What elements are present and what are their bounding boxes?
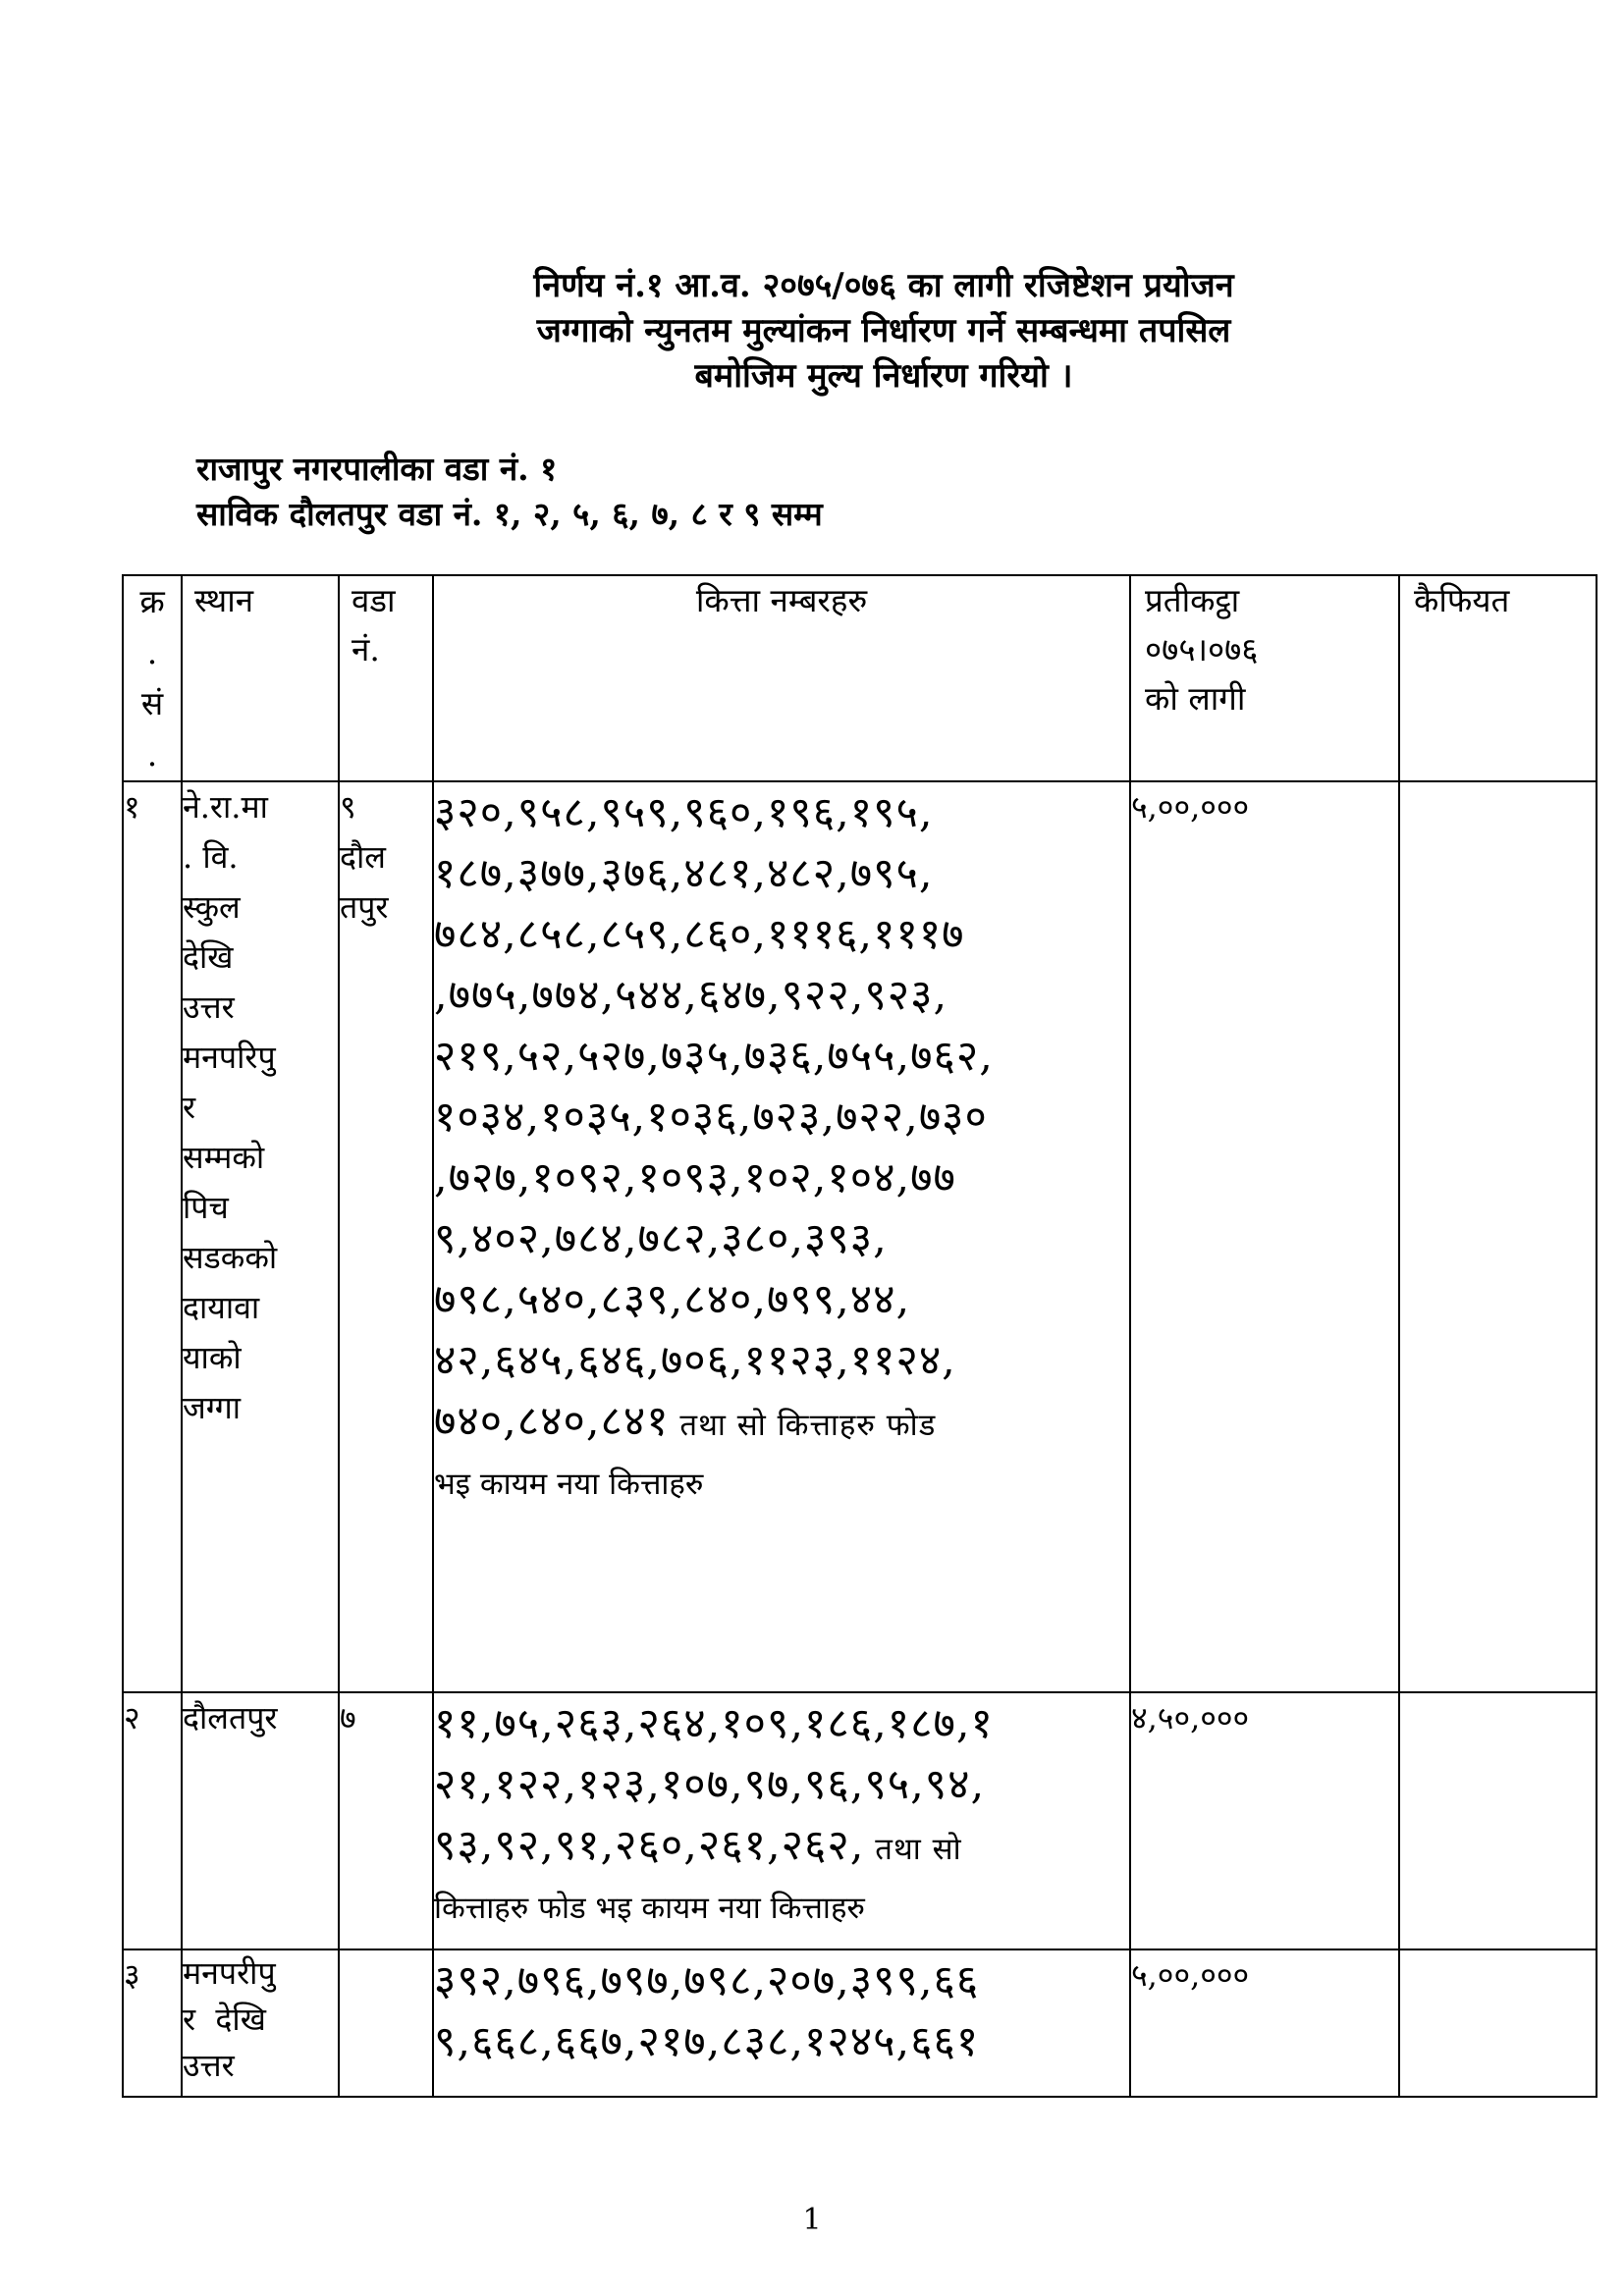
plot-number-line: ९,६६८,६६७,२१७,८३८,१२४५,६६१ [434, 2017, 980, 2066]
header-ward [339, 575, 433, 781]
place-line: उत्तर [183, 2047, 235, 2084]
row-serial: ३ [123, 1949, 182, 2097]
plot-note: तथा सो कित्ताहरु फोड [669, 1408, 937, 1443]
row-plot-numbers [433, 1692, 1130, 1949]
plot-number-line: २१९,५२,५२७,७३५,७३६,७५५,७६२, [434, 1032, 994, 1081]
header-serial-part: . [146, 633, 158, 671]
plot-number-line: २१,१२२,१२३,१०७,९७,९६,९५,९४, [434, 1760, 986, 1809]
row-place [182, 781, 339, 1692]
place-line: सम्मको [183, 1139, 265, 1176]
plot-number-line-with-note [434, 1391, 1129, 1456]
header-plot-numbers: कित्ता नम्बरहरु [433, 575, 1130, 781]
ward-line: ७ [340, 1699, 356, 1736]
plot-number-line-with-note [434, 1815, 1129, 1880]
row-plot-numbers [433, 1949, 1130, 2097]
row-ward [339, 1692, 433, 1949]
plot-number-line: १८७,३७७,३७६,४८१,४८२,७९५, [434, 849, 934, 898]
ward-line: दौल [340, 838, 386, 876]
header-rate-part: प्रतीकट्ठा [1145, 581, 1240, 619]
subheading-former-wards: साविक दौलतपुर वडा नं. १, २, ५, ६, ७, ८ र ९ सम्म [196, 495, 823, 533]
subheading-municipality: राजापुर नगरपालीका वडा नं. १ [196, 450, 558, 488]
header-remarks: कैफियत [1399, 575, 1597, 781]
header-serial-part: सं [140, 684, 164, 722]
plot-numbers-tail: ९३,९२,९१,२६०,२६१,२६२, [434, 1821, 865, 1870]
plot-number-line: ३२०,९५८,९५९,९६०,१९६,१९५, [434, 788, 934, 837]
row-ward [339, 781, 433, 1692]
table-header-row [123, 575, 1597, 781]
header-place: स्थान [182, 575, 339, 781]
plot-number-line: ११,७५,२६३,२६४,१०९,१८६,१८७,१ [434, 1699, 994, 1748]
title-line-1: निर्णय नं.१ आ.व. २०७५/०७६ का लागी रजिष्टेशन प्रयोजन [533, 266, 1234, 305]
plot-number-line: ९,४०२,७८४,७८२,३८०,३९३, [434, 1214, 888, 1263]
plot-note-continued: कित्ताहरु फोड भइ कायम नया कित्ताहरु [434, 1891, 865, 1926]
document-title [412, 263, 1355, 399]
row-serial: १ [123, 781, 182, 1692]
row-remark [1399, 781, 1597, 1692]
place-line: सडकको [183, 1239, 278, 1276]
ward-line: तपुर [340, 888, 389, 926]
plot-number-line: ,७२७,१०९२,१०९३,१०२,१०४,७७ [434, 1153, 956, 1202]
plot-number-line: १०३४,१०३५,१०३६,७२३,७२२,७३० [434, 1093, 988, 1142]
location-subheading [196, 447, 823, 537]
row-plot-numbers [433, 781, 1130, 1692]
row-place [182, 1949, 339, 2097]
place-line: दायावा [183, 1289, 260, 1326]
row-place [182, 1692, 339, 1949]
table-row [123, 1949, 1597, 2097]
place-line: मनपरीपु [183, 1954, 276, 1992]
place-line: देखि [183, 938, 234, 976]
plot-number-line: ,७७५,७७४,५४४,६४७,९२२,९२३, [434, 971, 948, 1020]
row-rate: ५,००,००० [1130, 1949, 1399, 2097]
page-number: 1 [802, 2203, 822, 2237]
row-remark [1399, 1949, 1597, 2097]
place-line: उत्तर [183, 988, 235, 1026]
table-row [123, 1692, 1597, 1949]
plot-number-line: ७९८,५४०,८३९,८४०,७९९,४४, [434, 1275, 911, 1324]
place-line: जग्गा [183, 1389, 242, 1426]
plot-note-continued: भइ कायम नया कित्ताहरु [434, 1467, 704, 1502]
place-line: ने.रा.मा [183, 788, 268, 826]
place-line: र [183, 1089, 196, 1126]
header-ward-part: वडा [352, 581, 396, 619]
title-line-2: जग्गाको न्युनतम मुल्यांकन निर्धारण गर्ने सम्बन्धमा तपसिल [536, 311, 1231, 350]
header-rate-per-kattha [1130, 575, 1399, 781]
header-rate-part: ०७५।०७६ [1145, 630, 1259, 668]
valuation-table [122, 574, 1597, 2098]
header-serial-part: . [146, 735, 158, 774]
header-ward-part: नं. [352, 630, 380, 668]
plot-number-line: ४२,६४५,६४६,७०६,११२३,११२४, [434, 1336, 956, 1385]
row-ward [339, 1949, 433, 2097]
place-line: स्कुल [183, 888, 241, 926]
place-line: याको [183, 1339, 242, 1376]
plot-note: तथा सो [864, 1832, 962, 1867]
row-rate: ५,००,००० [1130, 781, 1399, 1692]
row-remark [1399, 1692, 1597, 1949]
place-line: मनपरिपु [183, 1039, 276, 1076]
row-rate: ४,५०,००० [1130, 1692, 1399, 1949]
header-rate-part: को लागी [1145, 679, 1246, 718]
plot-number-line: ३९२,७९६,७९७,७९८,२०७,३९९,६६ [434, 1956, 980, 2005]
plot-numbers-tail: ७४०,८४०,८४१ [434, 1397, 670, 1446]
table-row [123, 781, 1597, 1692]
plot-number-line: ७८४,८५८,८५९,८६०,१११६,१११७ [434, 910, 965, 959]
ward-line: ९ [340, 788, 356, 826]
title-line-3: बमोजिम मुल्य निर्धारण गरियो । [694, 356, 1073, 396]
place-line: पिच [183, 1189, 229, 1226]
header-serial-number [123, 575, 182, 781]
place-line: . वि. [183, 838, 239, 876]
place-line: दौलतपुर [183, 1699, 278, 1736]
place-line: र देखि [183, 2001, 266, 2038]
row-serial: २ [123, 1692, 182, 1949]
header-serial-part: क्र [139, 582, 165, 620]
